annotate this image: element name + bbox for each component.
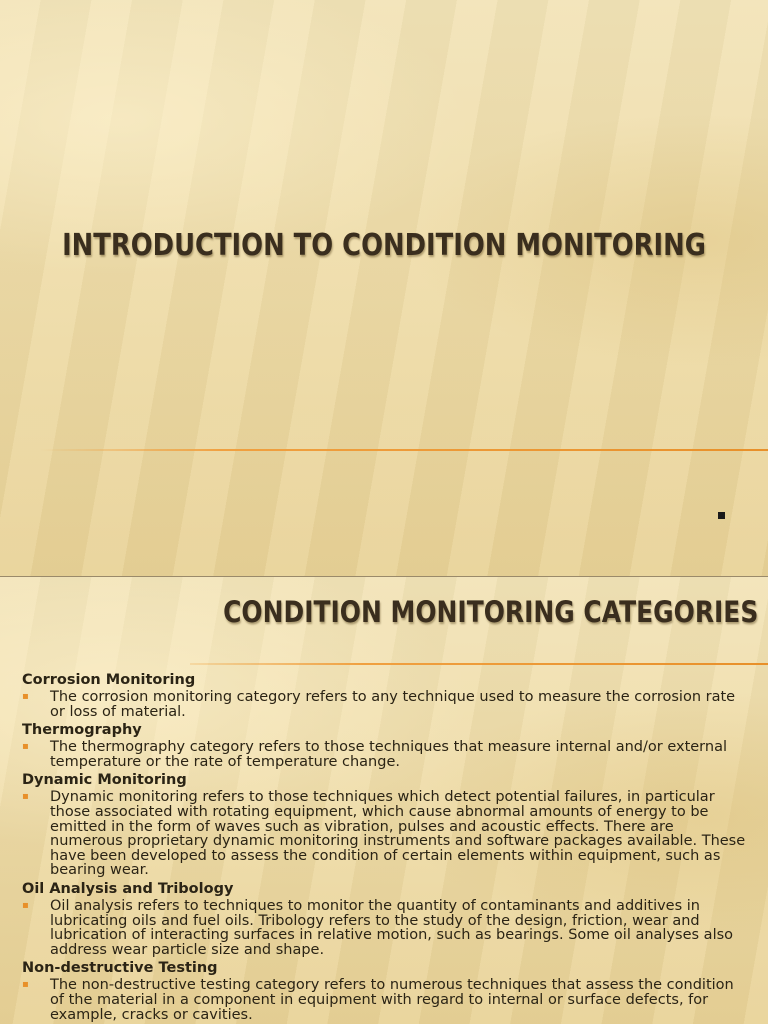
bullet-icon: ▪: [22, 899, 29, 911]
category-description: The non-destructive testing category refers to numerous techniques that assess the condition of the material in a component in equipment with regard to internal or surface defects, for example, cracks or cavities.: [50, 977, 734, 1023]
list-item: [22, 790, 750, 878]
category-description: Oil analysis refers to techniques to monitor the quantity of contaminants and additives in lubricating oils and fuel oils. Tribology refers to the study of the design, friction, wear and lubrication of interacting surfaces in relative motion, such as bearings. Some oil analyses also address wear particle size and shape.: [50, 897, 734, 958]
category-description: The corrosion monitoring category refers to any technique used to measure the corrosion rate or loss of material.: [50, 689, 736, 720]
category-heading: Non-destructive Testing: [22, 960, 218, 977]
list-item: [22, 690, 750, 719]
category-heading: Thermography: [22, 722, 142, 739]
heading-divider: [190, 663, 768, 665]
category-heading: Oil Analysis and Tribology: [22, 880, 234, 897]
category-description: Dynamic monitoring refers to those techniques which detect potential failures, in particular those associated with rotating equipment, which cause abnormal amounts of energy to be emitted in the form of waves such as vibration, pulses and acoustic effects. There are numerous proprietary dynamic monitoring instruments and software packages available. These have been developed to assess the condition of certain elements within equipment, such as bearing wear.: [50, 789, 746, 879]
list-item: [22, 740, 750, 769]
slide-title: INTRODUCTION TO CONDITION MONITORING: [62, 228, 706, 263]
accent-divider: [40, 449, 768, 451]
list-item: [22, 978, 750, 1022]
categories-slide: [0, 577, 768, 1024]
category-heading: Dynamic Monitoring: [22, 772, 187, 789]
slide-heading: CONDITION MONITORING CATEGORIES: [222, 595, 758, 629]
bullet-icon: ▪: [22, 691, 29, 702]
category-description: The thermography category refers to those techniques that measure internal and/or external temperature or the rate of temperature change.: [50, 739, 727, 770]
list-item: [22, 899, 750, 957]
footer-mark: [718, 512, 725, 519]
category-heading: Corrosion Monitoring: [22, 672, 196, 688]
bullet-icon: ▪: [22, 741, 29, 753]
category-list: [22, 672, 750, 1024]
bullet-icon: ▪: [22, 979, 29, 991]
bullet-icon: ▪: [22, 791, 29, 803]
